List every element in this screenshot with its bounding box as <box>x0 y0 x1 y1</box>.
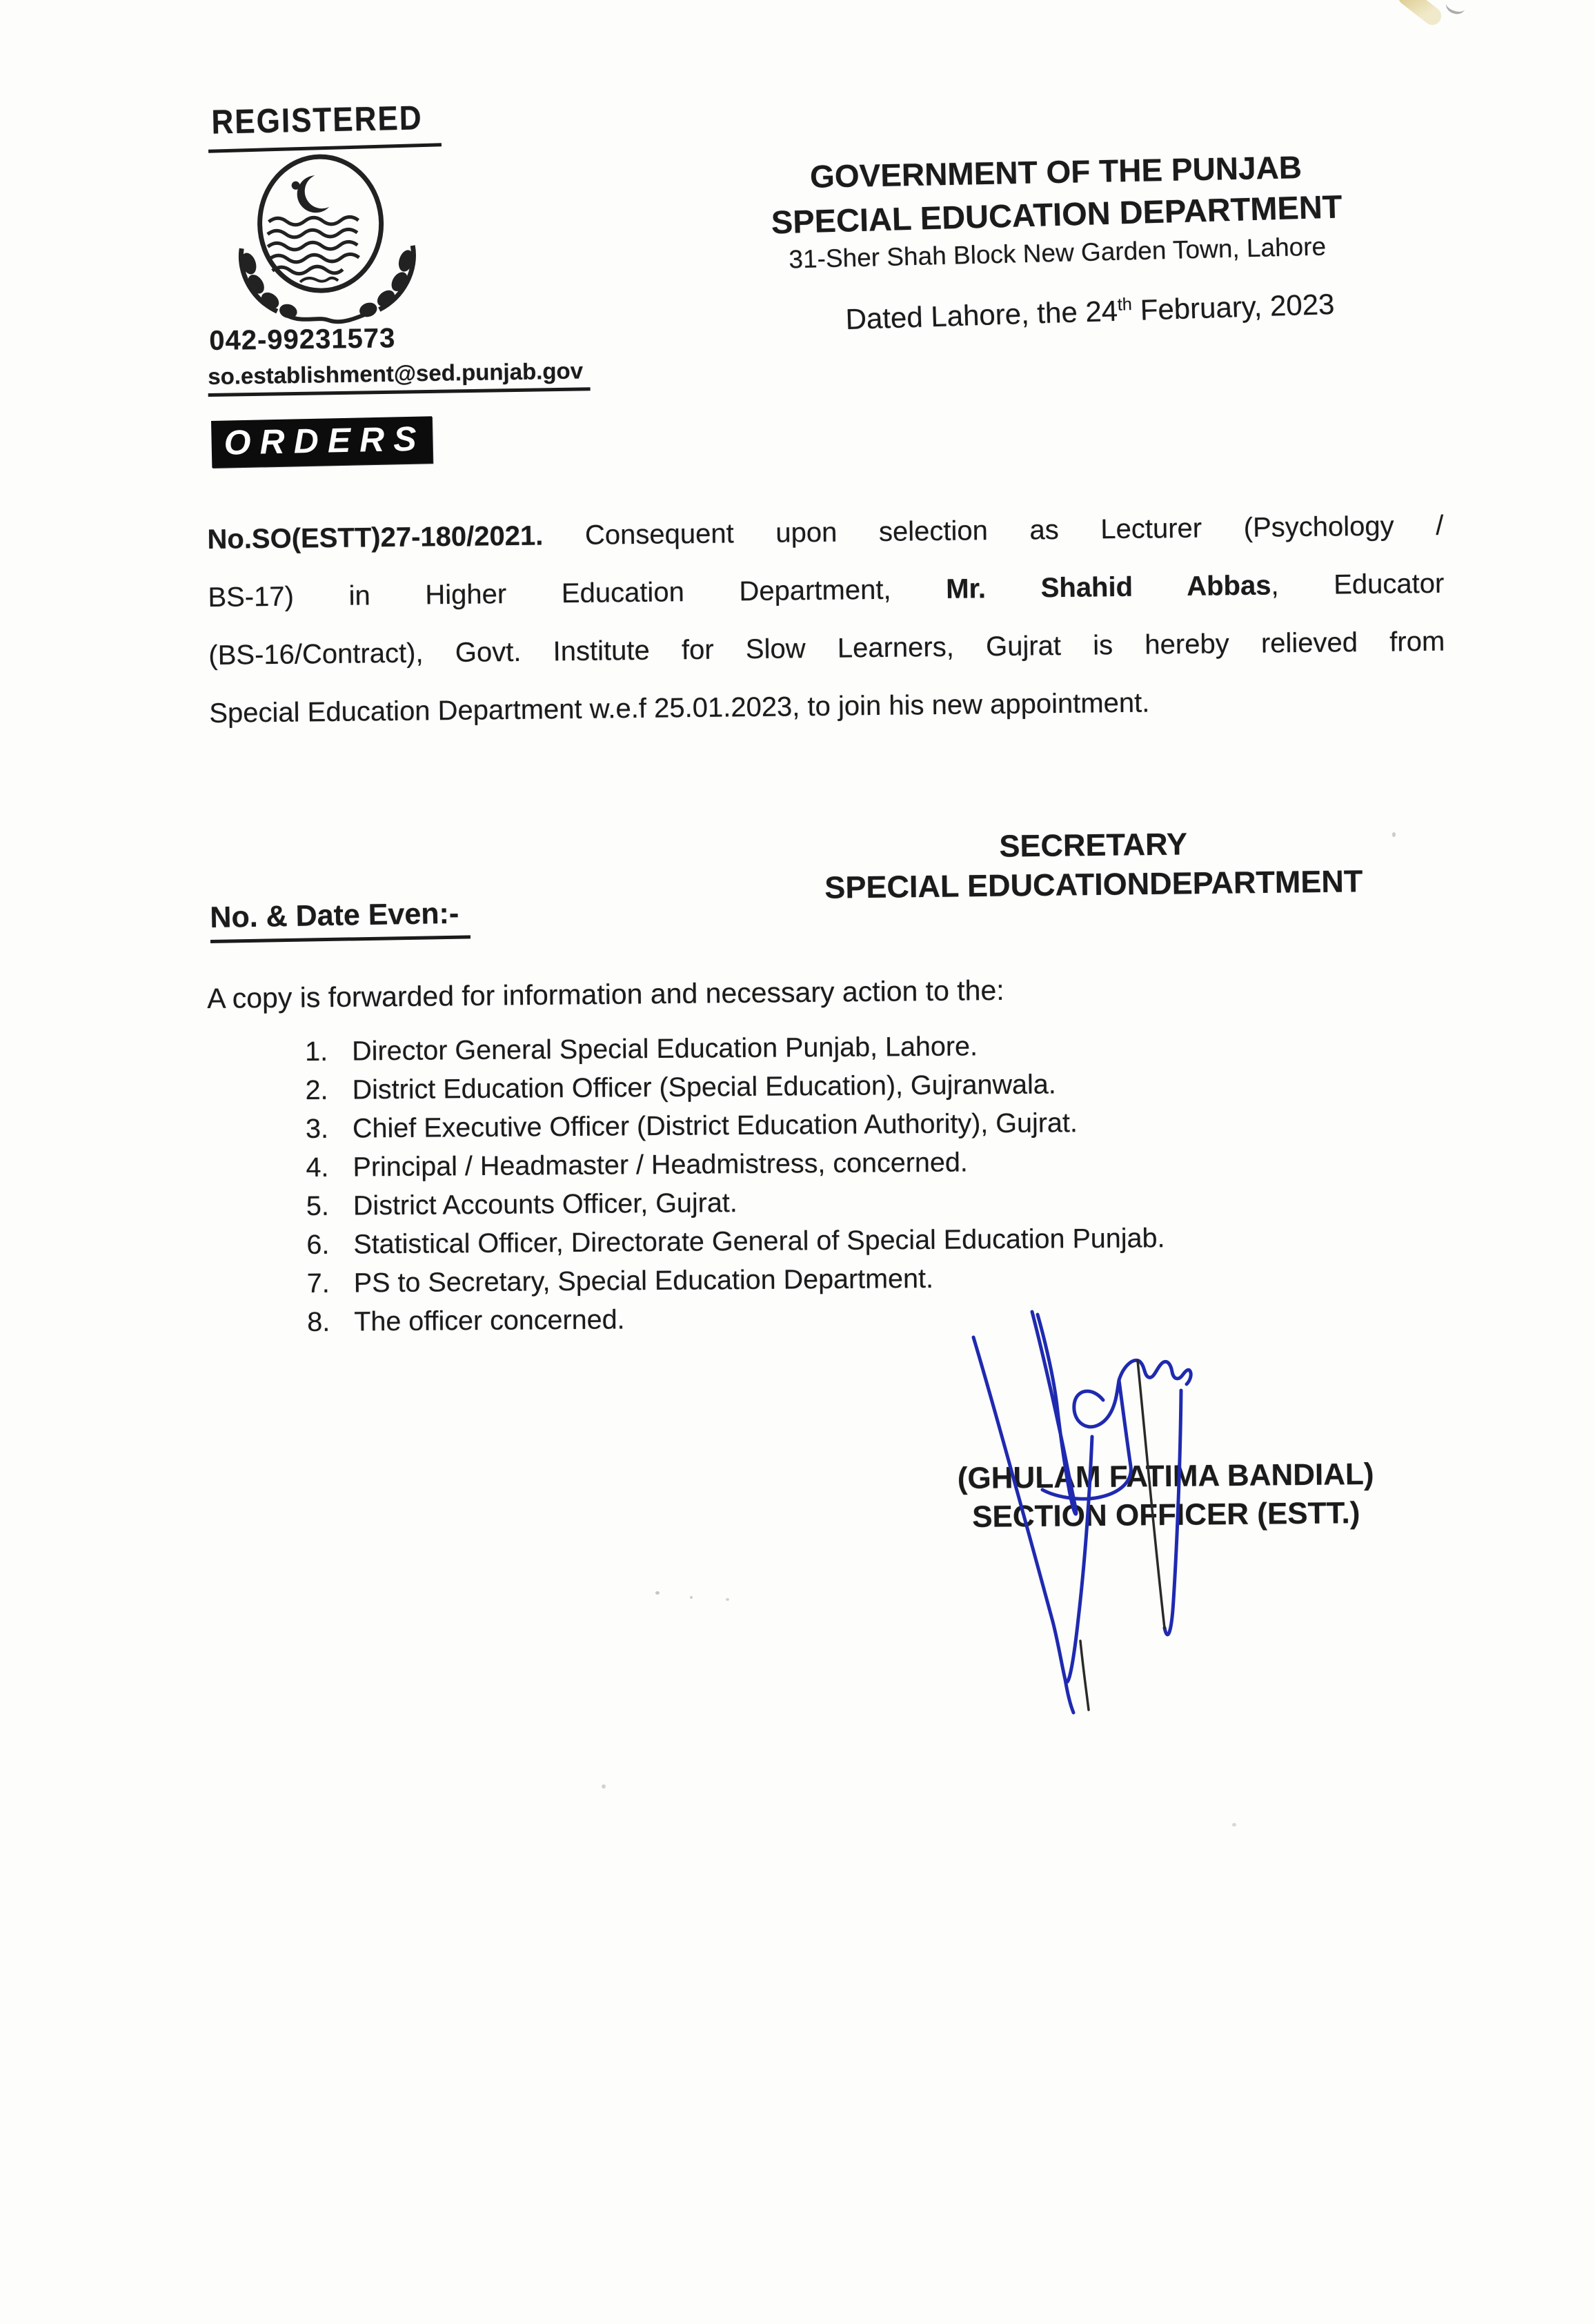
list-item-text: Statistical Officer, Directorate General of Special Education Punjab. <box>353 1223 1165 1260</box>
river-waves-icon <box>267 217 359 274</box>
secretary-department: SPECIAL EDUCATIONDEPARTMENT <box>824 863 1363 905</box>
body-line-2-pre: BS-17) in Higher Education Department, <box>208 573 947 613</box>
secretary-title: SECRETARY <box>999 826 1188 864</box>
punjab-emblem-logo <box>218 150 436 327</box>
date-line <box>779 286 1400 338</box>
signature-ink <box>918 1296 1262 1737</box>
banner-scroll-icon <box>287 313 370 323</box>
scan-speck <box>726 1598 729 1601</box>
list-item-number: 4. <box>306 1152 329 1183</box>
list-item-number: 7. <box>306 1268 330 1299</box>
list-item-text: PS to Secretary, Special Education Department. <box>353 1263 934 1299</box>
government-title: GOVERNMENT OF THE PUNJAB <box>809 149 1302 195</box>
body-line-1-text: Consequent upon selection as Lecturer (Psychology / <box>543 510 1444 551</box>
urdu-script-mark <box>300 277 338 282</box>
reference-number: No.SO(ESTT)27-180/2021. <box>207 520 544 555</box>
scan-speck <box>690 1596 693 1599</box>
body-line-4: Special Education Department w.e.f 25.01.2023, to join his new appointment. <box>209 687 1150 729</box>
copy-forwarded-line: A copy is forwarded for information and necessary action to the: <box>207 974 1004 1014</box>
registered-stamp: REGISTERED <box>211 99 424 141</box>
list-item-text: District Education Officer (Special Education), Gujranwala. <box>352 1069 1056 1105</box>
body-line-3: (BS-16/Contract), Govt. Institute for Slow Learners, Gujrat is hereby relieved from <box>208 626 1445 671</box>
list-item-text: The officer concerned. <box>354 1304 625 1337</box>
list-item-number: 2. <box>305 1074 328 1105</box>
email-address: so.establishment@sed.punjab.gov <box>208 357 590 397</box>
list-item-number: 6. <box>306 1229 330 1260</box>
letterhead <box>745 147 1368 273</box>
pen-mark-artifact <box>1444 0 1467 17</box>
scan-speck <box>655 1591 660 1595</box>
list-item-text: District Accounts Officer, Gujrat. <box>353 1188 737 1221</box>
department-address: 31-Sher Shah Block New Garden Town, Lahore <box>788 232 1327 274</box>
paper-smudge-artifact <box>1395 0 1445 28</box>
date-year-text: February, 2023 <box>1131 287 1336 327</box>
list-item-number: 8. <box>307 1306 330 1337</box>
order-body-paragraph <box>207 497 1446 742</box>
scan-speck <box>1232 1823 1236 1826</box>
body-line-2-rest: , Educator <box>1271 568 1445 601</box>
scan-speck <box>602 1784 606 1789</box>
list-item-text: Director General Special Education Punjab, Lahore. <box>351 1031 978 1067</box>
scan-speck <box>1392 832 1396 837</box>
officer-name: Mr. Shahid Abbas <box>945 570 1271 604</box>
signatory-name: (GHULAM FATIMA BANDIAL) <box>957 1457 1374 1496</box>
list-item-number: 1. <box>305 1036 328 1067</box>
list-item-text: Chief Executive Officer (District Education Authority), Gujrat. <box>352 1107 1078 1144</box>
phone-number: 042-99231573 <box>209 323 396 356</box>
department-title: SPECIAL EDUCATION DEPARTMENT <box>771 188 1343 241</box>
date-text: Dated Lahore, the 24 <box>844 294 1118 336</box>
date-ordinal-superscript: th <box>1117 295 1133 315</box>
orders-heading: ORDERS <box>211 416 433 468</box>
list-item-text: Principal / Headmaster / Headmistress, concerned. <box>353 1147 968 1183</box>
ref-date-label: No. & Date Even:- <box>210 896 470 943</box>
signatory-title: SECTION OFFICER (ESTT.) <box>971 1496 1360 1534</box>
list-item-number: 3. <box>305 1113 329 1144</box>
secretary-signature-block <box>817 822 1369 907</box>
list-item-number: 5. <box>306 1190 330 1221</box>
crescent-icon <box>297 175 329 213</box>
